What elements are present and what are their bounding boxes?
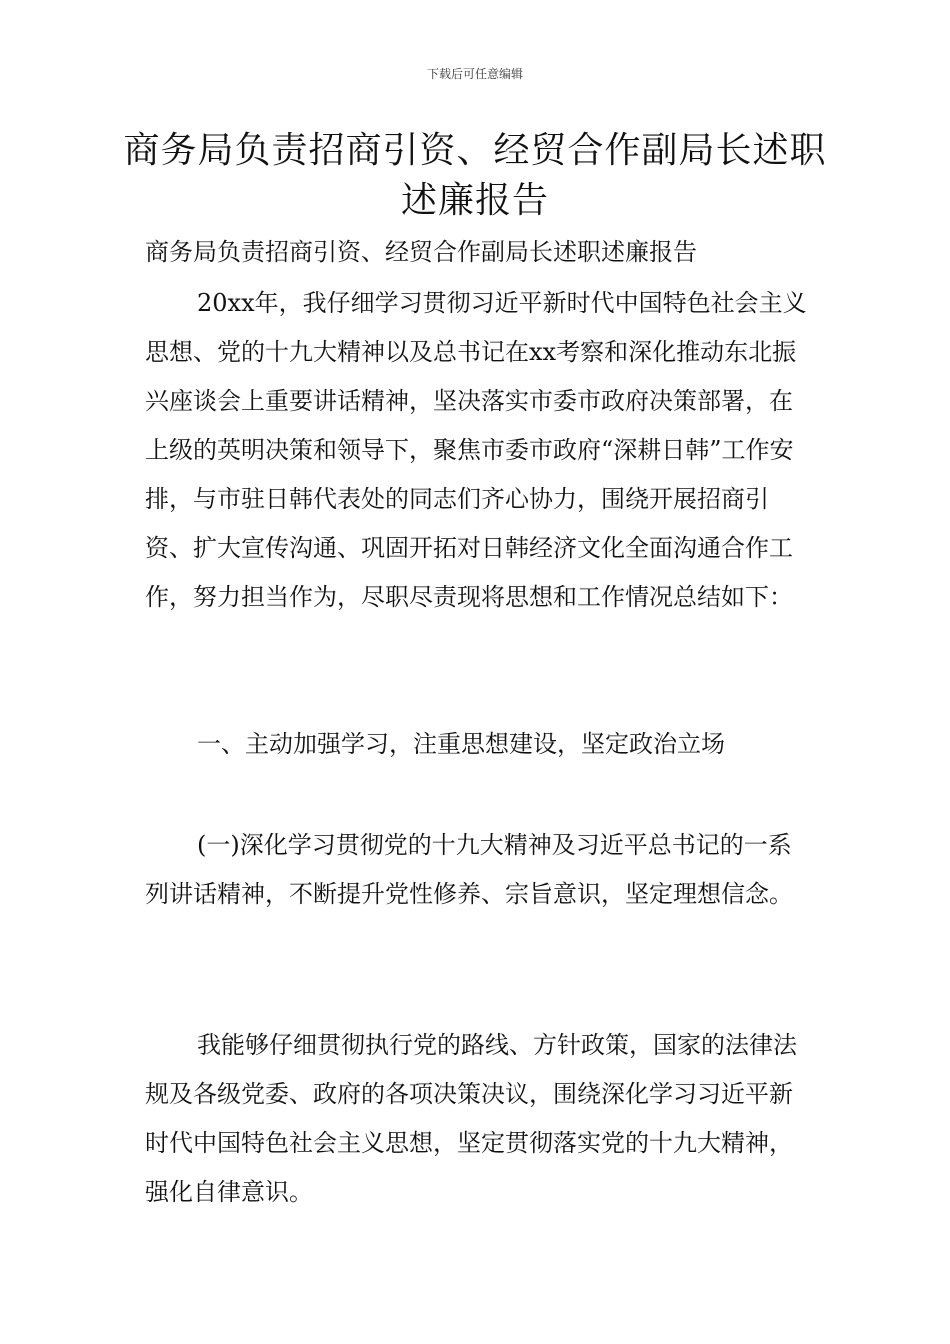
document-title: 商务局负责招商引资、经贸合作副局长述职述廉报告 [123,130,827,221]
section-one-heading: 一、主动加强学习，注重思想建设，坚定政治立场 [197,730,725,758]
document-subtitle: 商务局负责招商引资、经贸合作副局长述职述廉报告 [145,238,697,266]
intro-paragraph: 20xx年，我仔细学习贯彻习近平新时代中国特色社会主义思想、党的十九大精神以及总书记在xx考察和深化推动东北振兴座谈会上重要讲话精神，坚决落实市委市政府决策部署，在上级的英明决策和领导下，聚焦市委市政府“深耕日韩”工作安排，与市驻日韩代表处的同志们齐心协力，围绕开展招商引资、扩大宣传沟通、巩固开拓对日韩经济文化全面沟通合作工作，努力担当作为，尽职尽责现将思想和工作情况总结如下： [145,289,807,611]
subsection-one-heading: (一)深化学习贯彻党的十九大精神及习近平总书记的一系列讲话精神，不断提升党性修养、宗旨意识，坚定理想信念。 [145,831,793,908]
body-paragraph: 我能够仔细贯彻执行党的路线、方针政策，国家的法律法规及各级党委、政府的各项决策决议，围绕深化学习习近平新时代中国特色社会主义思想，坚定贯彻落实党的十九大精神，强化自律意识。 [145,1031,797,1206]
header-note: 下载后可任意编辑 [426,67,523,81]
